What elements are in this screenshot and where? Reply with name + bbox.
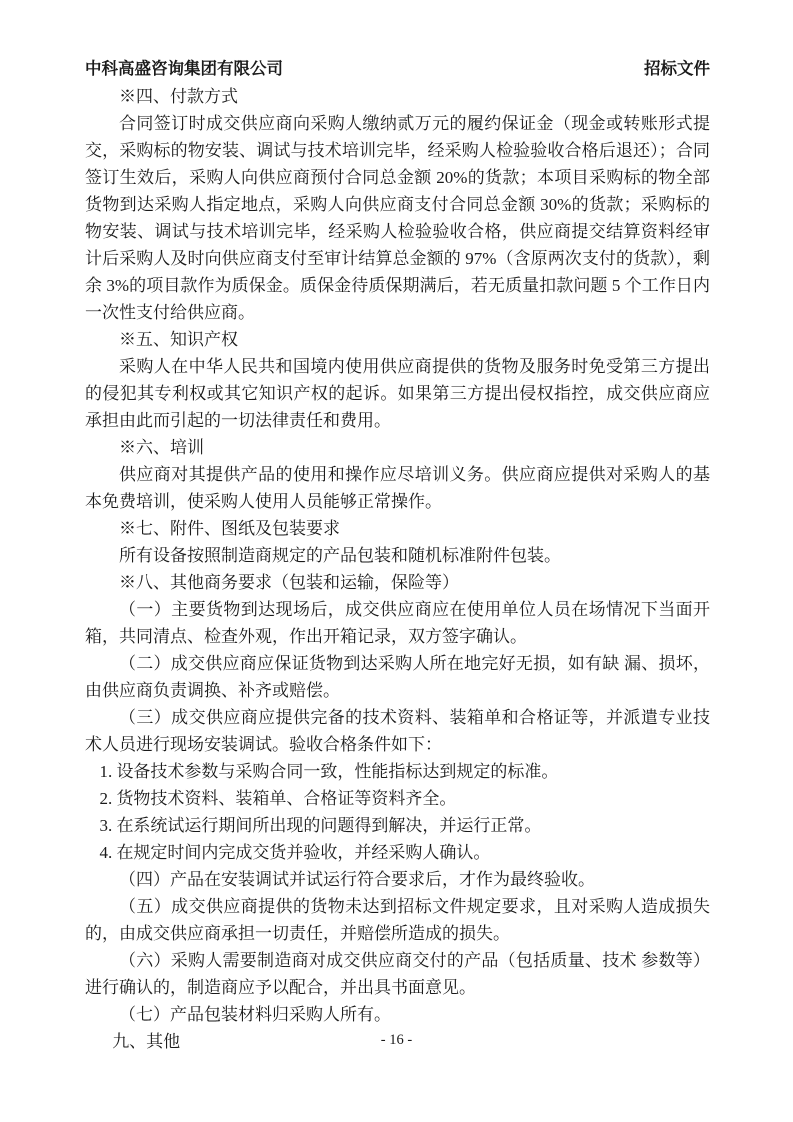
paragraph-payment-terms: 合同签订时成交供应商向采购人缴纳贰万元的履约保证金（现金或转账形式提交，采购标的物安装、调试与技术培训完毕，经采购人检验验收合格后退还）；合同签订生效后，采购人向供应商预付合同总金额 20%的货款；本项目采购标的物全部货物到达采购人指定地点，采购人向供应商支付合同总金额 30%的货款；采购标的物安装、调试与技术培训完毕，经采购人检验验收合格，供应商提交结算资料经审计后采购人及时向供应商支付至审计结算总金额的 97%（含原两次支付的货款），剩余 3%的项目款作为质保金。质保金待质保期满后，若无质量扣款问题 5 个工作日内一次性支付给供应商。 xyxy=(85,114,710,322)
paragraph-item-1: （一）主要货物到达现场后，成交供应商应在使用单位人员在场情况下当面开箱，共同清点、检查外观，作出开箱记录，双方签字确认。 xyxy=(85,600,710,646)
list-item-3: 3. 在系统试运行期间所出现的问题得到解决，并运行正常。 xyxy=(99,816,542,835)
section-heading-training: ※六、培训 xyxy=(119,438,204,457)
section-heading-packaging: ※七、附件、图纸及包装要求 xyxy=(119,519,340,538)
paragraph-ip: 采购人在中华人民共和国境内使用供应商提供的货物及服务时免受第三方提出的侵犯其专利权或其它知识产权的起诉。如果第三方提出侵权指控，成交供应商应承担由此而引起的一切法律责任和费用。 xyxy=(85,357,710,430)
section-heading-payment: ※四、付款方式 xyxy=(119,87,238,106)
paragraph-packaging: 所有设备按照制造商规定的产品包装和随机标准附件包装。 xyxy=(119,546,561,565)
list-item-4: 4. 在规定时间内完成交货并验收，并经采购人确认。 xyxy=(99,843,491,862)
paragraph-item-5: （五）成交供应商提供的货物未达到招标文件规定要求，且对采购人造成损失的，由成交供应商承担一切责任，并赔偿所造成的损失。 xyxy=(85,897,710,943)
company-name: 中科高盛咨询集团有限公司 xyxy=(85,59,283,78)
paragraph-item-3: （三）成交供应商应提供完备的技术资料、装箱单和合格证等，并派遣专业技术人员进行现场安装调试。验收合格条件如下： xyxy=(85,708,710,754)
paragraph-item-4: （四）产品在安装调试并试运行符合要求后，才作为最终验收。 xyxy=(119,870,595,889)
paragraph-training: 供应商对其提供产品的使用和操作应尽培训义务。供应商应提供对采购人的基本免费培训，使采购人使用人员能够正常操作。 xyxy=(85,465,710,511)
list-item-1: 1. 设备技术参数与采购合同一致，性能指标达到规定的标准。 xyxy=(99,762,559,781)
paragraph-item-7: （七）产品包装材料归采购人所有。 xyxy=(119,1005,391,1024)
section-heading-other-requirements: ※八、其他商务要求（包装和运输，保险等） xyxy=(119,573,459,592)
page-number: - 16 - xyxy=(380,1032,413,1048)
document-body xyxy=(85,83,710,1055)
page-header xyxy=(85,58,710,80)
paragraph-item-6: （六）采购人需要制造商对成交供应商交付的产品（包括质量、技术 参数等）进行确认的，制造商应予以配合，并出具书面意见。 xyxy=(85,951,710,997)
list-item-2: 2. 货物技术资料、装箱单、合格证等资料齐全。 xyxy=(99,789,457,808)
doc-type-label: 招标文件 xyxy=(644,59,710,78)
section-heading-other: 九、其他 xyxy=(112,1032,181,1051)
paragraph-item-2: （二）成交供应商应保证货物到达采购人所在地完好无损，如有缺 漏、损坏，由供应商负责调换、补齐或赔偿。 xyxy=(85,654,710,700)
section-heading-ip: ※五、知识产权 xyxy=(119,330,238,349)
